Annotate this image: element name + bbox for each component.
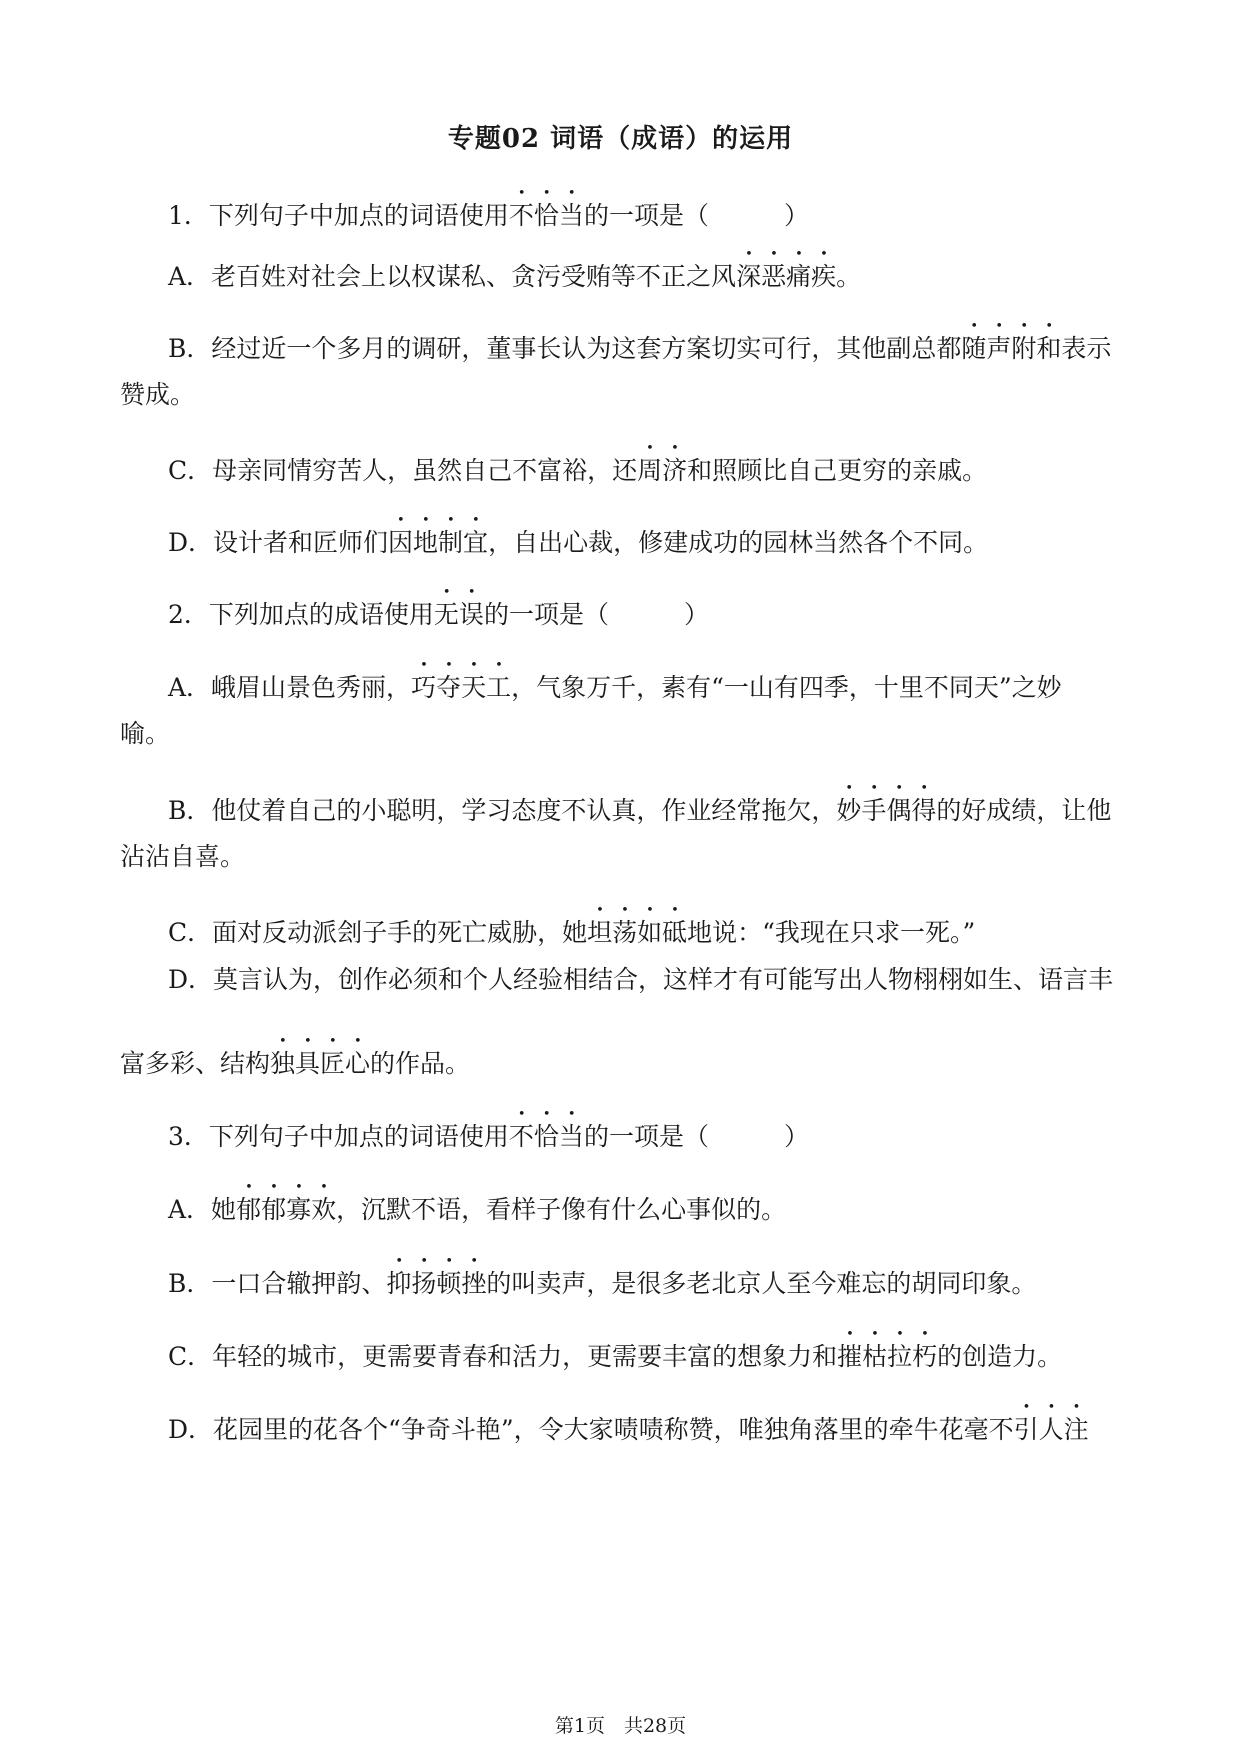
emphasized-word: 妙手偶得 — [836, 796, 937, 825]
question-2-option-b-continued: 沾沾自喜。 — [120, 842, 246, 871]
question-1-option-c — [168, 441, 987, 489]
emphasized-word: 不恰当 — [508, 201, 584, 230]
text: 的一项是（ ） — [583, 201, 809, 230]
question-2-option-a — [168, 658, 1062, 706]
emphasized-word: 独具匠心 — [270, 1049, 371, 1078]
text: ，沉默不语，看样子像有什么心事似的。 — [336, 1195, 787, 1224]
emphasized-word: 引人注 — [1013, 1415, 1089, 1444]
question-2-option-c — [168, 903, 975, 951]
emphasized-word: 郁郁寡欢 — [236, 1195, 337, 1224]
text: A．峨眉山景色秀丽， — [168, 673, 412, 702]
text: 3．下列句子中加点的词语使用 — [168, 1122, 509, 1151]
emphasized-word: 不恰当 — [508, 1122, 584, 1151]
text: ，自出心裁，修建成功的园林当然各个不同。 — [488, 528, 989, 557]
emphasized-word: 抑扬顿挫 — [386, 1269, 487, 1298]
question-2-option-a-continued: 喻。 — [120, 719, 171, 748]
text: D．设计者和匠师们 — [168, 528, 389, 557]
emphasized-word: 摧枯拉朽 — [837, 1342, 938, 1371]
emphasized-word: 因地制宜 — [388, 528, 489, 557]
text: 地说：“我现在只求一死。” — [687, 918, 976, 947]
emphasized-word: 周济 — [637, 456, 688, 485]
text: B．一口合辙押韵、 — [168, 1269, 387, 1298]
text: 。 — [836, 262, 862, 291]
question-1-option-b-continued: 赞成。 — [120, 380, 196, 409]
text: B．他仗着自己的小聪明，学习态度不认真，作业经常拖欠， — [168, 796, 837, 825]
document-title: 专题02 词语（成语）的运用 — [447, 124, 794, 154]
question-2-option-d: D．莫言认为，创作必须和个人经验相结合，这样才有可能写出人物栩栩如生、语言丰 — [168, 965, 1114, 994]
question-3-stem — [168, 1107, 809, 1155]
question-3-option-d — [168, 1400, 1089, 1448]
text: 的好成绩，让他 — [936, 796, 1112, 825]
question-1-option-a — [168, 247, 861, 295]
emphasized-word: 无误 — [433, 600, 484, 629]
emphasized-word: 坦荡如砥 — [587, 918, 688, 947]
question-2-option-b — [168, 781, 1111, 829]
text: 的一项是（ ） — [483, 600, 709, 629]
text: A．她 — [168, 1195, 237, 1224]
question-2-option-d-continued — [120, 1034, 470, 1082]
page-footer: 第1页 共28页 — [554, 1715, 687, 1737]
question-3-option-a — [168, 1180, 786, 1228]
text: 的叫卖声，是很多老北京人至今难忘的胡同印象。 — [486, 1269, 1037, 1298]
text: C．面对反动派刽子手的死亡威胁，她 — [168, 918, 588, 947]
question-2-stem — [168, 585, 709, 633]
text: D．花园里的花各个“争奇斗艳”，令大家啧啧称赞，唯独角落里的牵牛花毫不 — [168, 1415, 1014, 1444]
text: 的一项是（ ） — [583, 1122, 809, 1151]
question-1-option-b — [168, 319, 1111, 367]
text: 1．下列句子中加点的词语使用 — [168, 201, 509, 230]
question-3-option-c — [168, 1327, 1062, 1375]
emphasized-word: 随声附和 — [961, 334, 1062, 363]
question-1-stem — [168, 186, 809, 234]
text: 表示 — [1061, 334, 1112, 363]
text: B．经过近一个多月的调研，董事长认为这套方案切实可行，其他副总都 — [168, 334, 962, 363]
emphasized-word: 深恶痛疾 — [736, 262, 837, 291]
text: C．年轻的城市，更需要青春和活力，更需要丰富的想象力和 — [168, 1342, 838, 1371]
text: A．老百姓对社会上以权谋私、贪污受贿等不正之风 — [168, 262, 737, 291]
text: 的作品。 — [370, 1049, 471, 1078]
question-1-option-d — [168, 513, 988, 561]
text: 富多彩、结构 — [120, 1049, 271, 1078]
text: ，气象万千，素有“一山有四季，十里不同天”之妙 — [511, 673, 1062, 702]
question-3-option-b — [168, 1254, 1036, 1302]
text: C．母亲同情穷苦人，虽然自己不富裕，还 — [168, 456, 638, 485]
emphasized-word: 巧夺天工 — [411, 673, 512, 702]
text: 和照顾比自己更穷的亲戚。 — [687, 456, 988, 485]
text: 的创造力。 — [937, 1342, 1063, 1371]
text: 2．下列加点的成语使用 — [168, 600, 434, 629]
